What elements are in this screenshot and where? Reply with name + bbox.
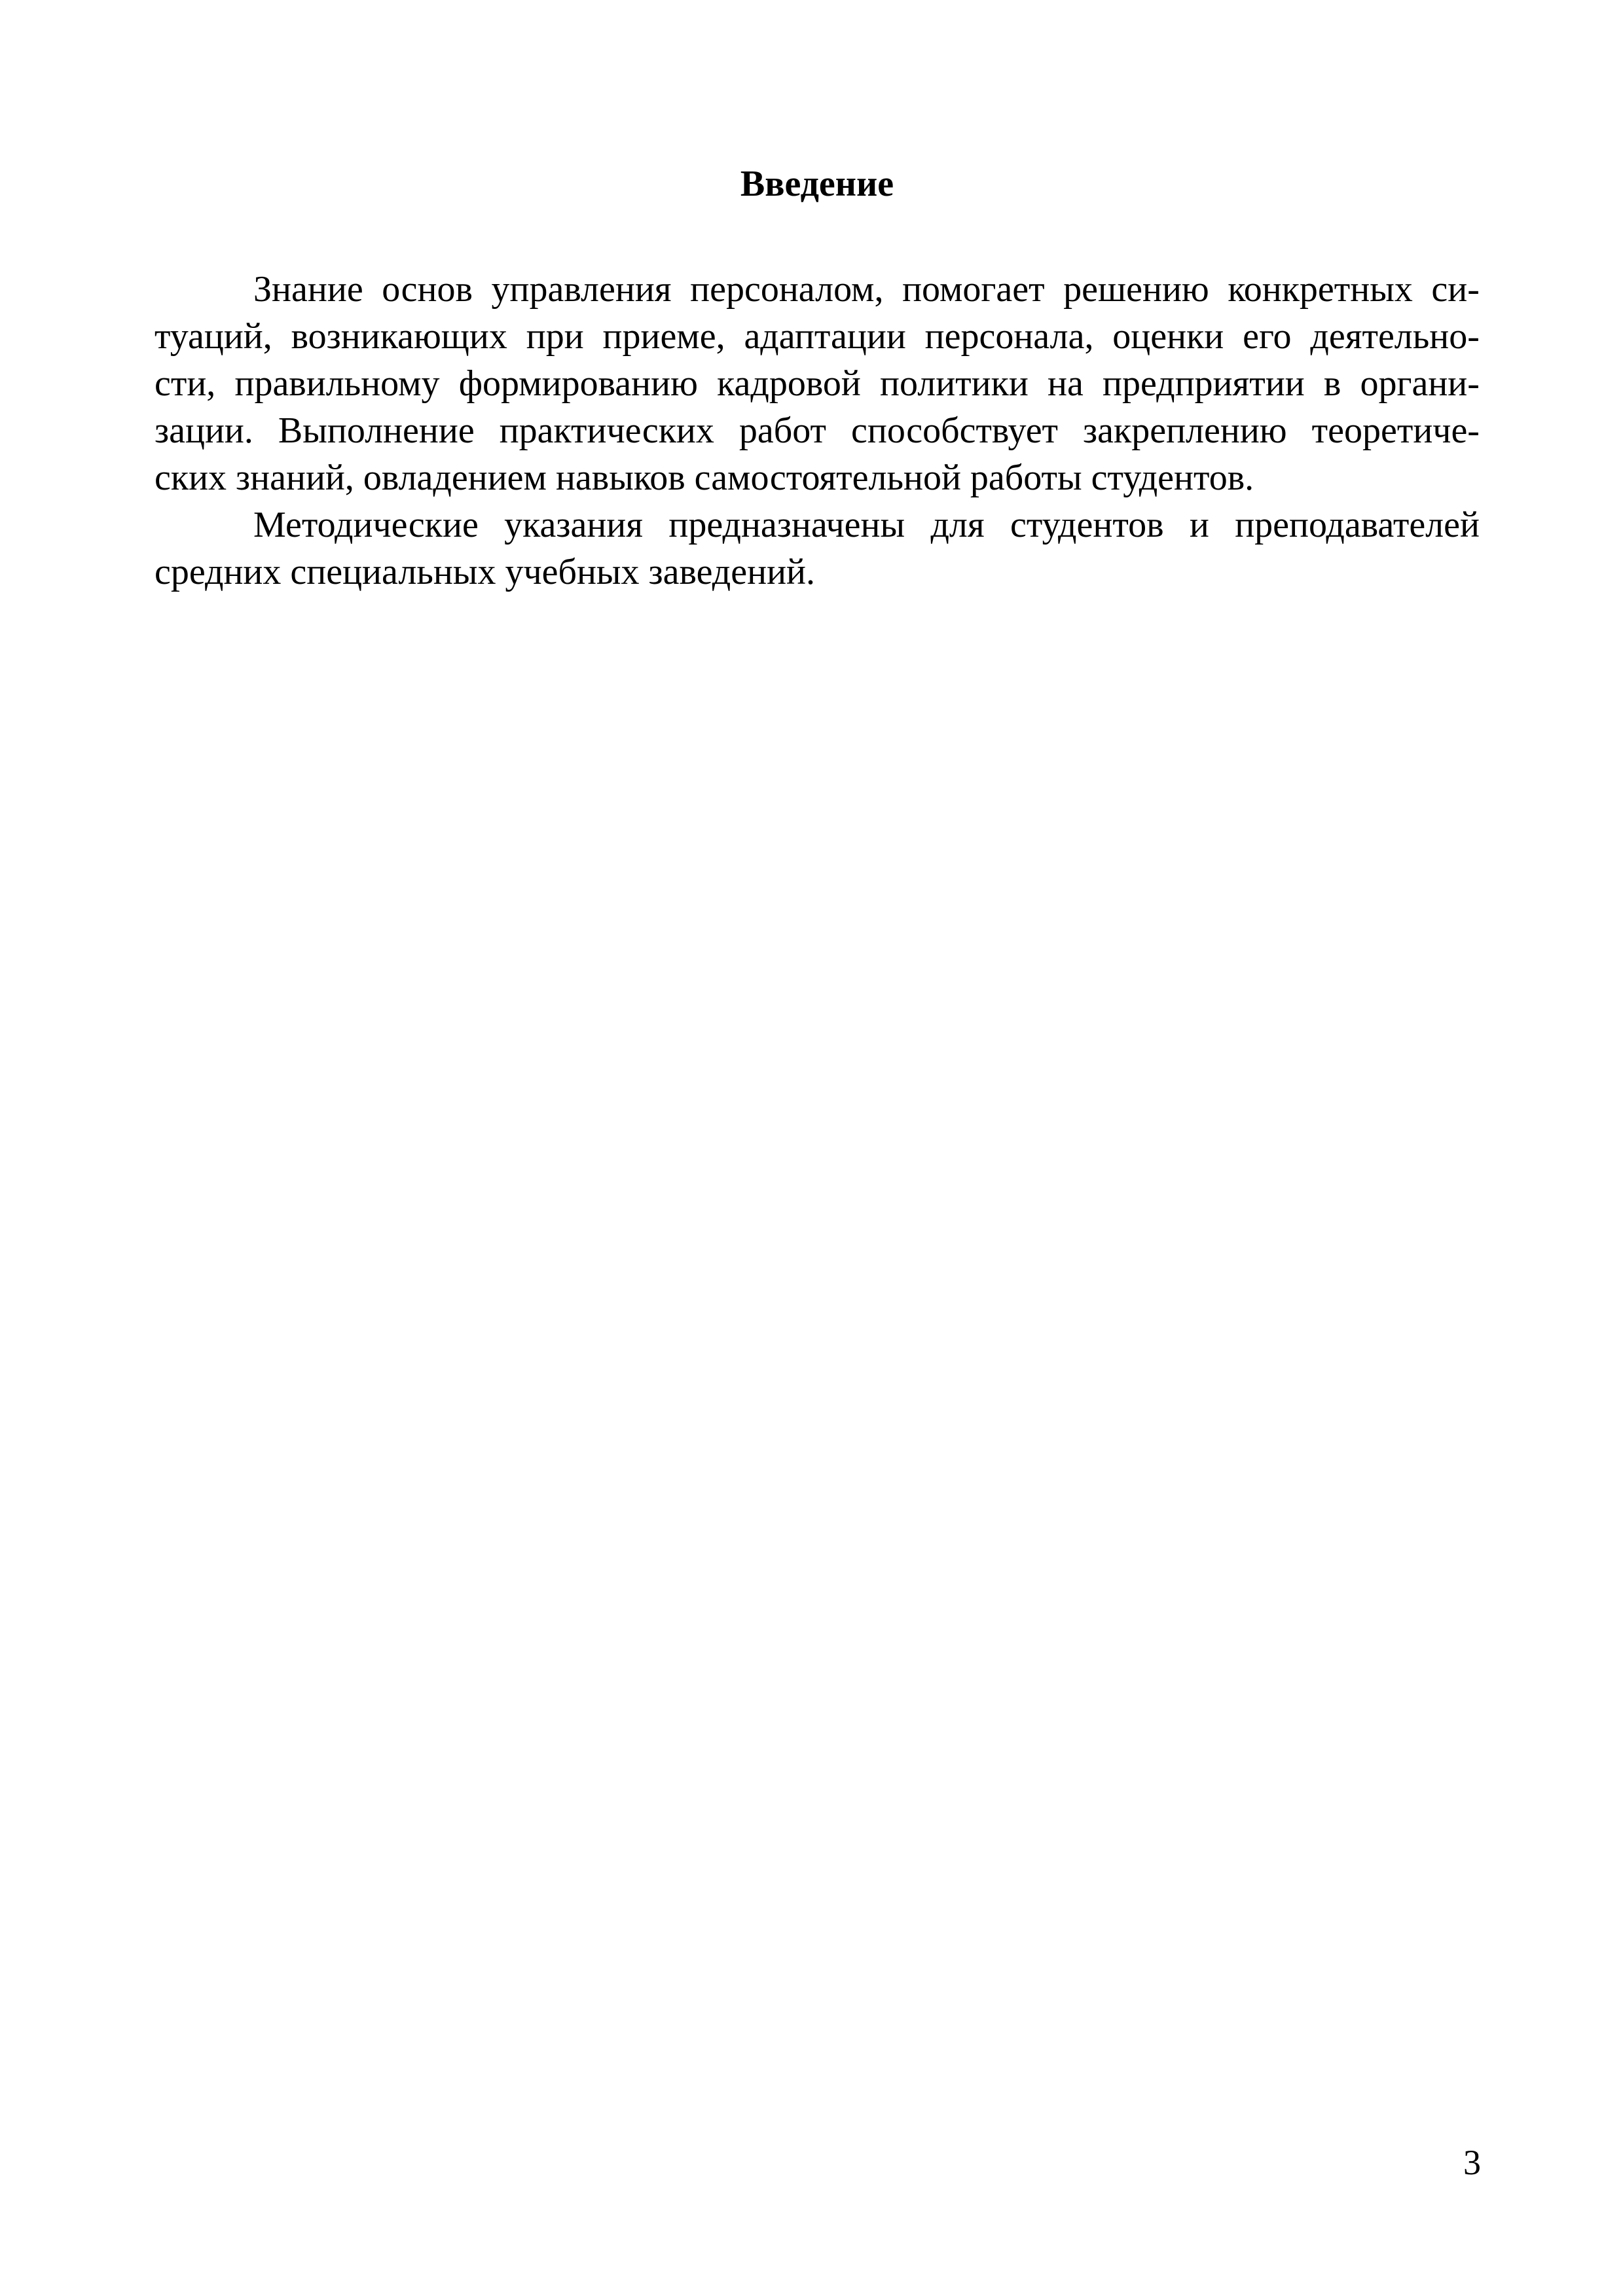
word: закреплению [1083, 410, 1287, 451]
paragraph [155, 501, 1480, 596]
word: Знание [253, 269, 363, 310]
page-content [155, 154, 1480, 596]
paragraph-line [155, 548, 1480, 596]
paragraph-line [155, 313, 1480, 360]
word: предприятии [1103, 363, 1305, 404]
word: органи- [1360, 363, 1480, 404]
word: приеме, [602, 316, 725, 357]
word: преподавателей [1235, 505, 1480, 545]
word: студентов [1010, 505, 1164, 545]
word: оценки [1112, 316, 1224, 357]
word: Выполнение [278, 410, 475, 451]
page-number: 3 [1463, 2143, 1481, 2182]
body-text [155, 266, 1480, 596]
word: правильному [234, 363, 440, 404]
word: практических [499, 410, 714, 451]
word: зации. [155, 410, 253, 451]
paragraph-line [155, 266, 1480, 313]
word: деятельно- [1310, 316, 1480, 357]
page-title: Введение [740, 164, 894, 204]
word: и [1189, 505, 1209, 545]
word: кадровой [717, 363, 861, 404]
word: персоналом, [690, 269, 884, 310]
word: политики [880, 363, 1029, 404]
word: средних специальных учебных заведений. [155, 552, 816, 592]
word: управления [491, 269, 672, 310]
word: указания [504, 505, 644, 545]
word: формированию [458, 363, 698, 404]
word: на [1047, 363, 1084, 404]
word: теоретиче- [1311, 410, 1480, 451]
word: возникающих [291, 316, 507, 357]
paragraph-line [155, 454, 1480, 501]
word: сти, [155, 363, 216, 404]
paragraph-line [155, 407, 1480, 454]
word: туаций, [155, 316, 272, 357]
word: его [1243, 316, 1292, 357]
word: Методические [253, 505, 479, 545]
word: в [1323, 363, 1341, 404]
word: адаптации [744, 316, 906, 357]
word: конкретных [1228, 269, 1413, 310]
paragraph-line [155, 501, 1480, 548]
word: решению [1063, 269, 1209, 310]
word: си- [1431, 269, 1480, 310]
word: персонала, [924, 316, 1094, 357]
word: ских знаний, овладением навыков самостоятельной работы студентов. [155, 457, 1254, 498]
word: при [526, 316, 584, 357]
paragraph-line [155, 360, 1480, 407]
word: основ [382, 269, 473, 310]
word: помогает [902, 269, 1045, 310]
word: предназначены [668, 505, 905, 545]
word: работ [739, 410, 826, 451]
word: способствует [851, 410, 1059, 451]
paragraph [155, 266, 1480, 501]
word: для [930, 505, 985, 545]
